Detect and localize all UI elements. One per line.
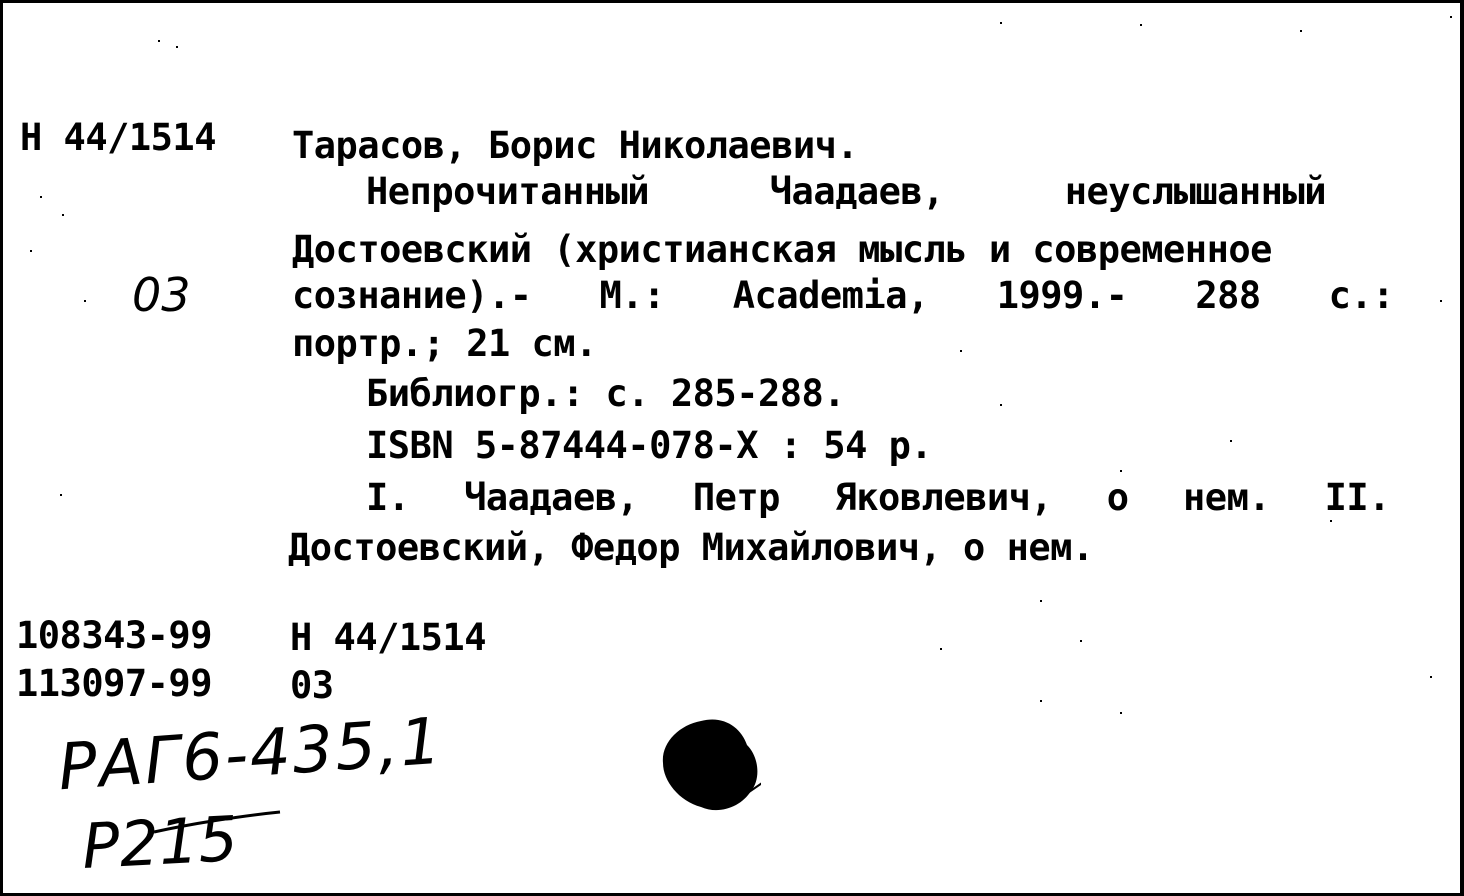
scan-speck [1440,300,1442,302]
scan-speck [1230,440,1232,442]
scan-speck [1000,22,1002,24]
title-line-3 [292,274,1394,318]
isbn-line: ISBN 5-87444-078-X : 54 р. [366,424,933,467]
card-border-right [1460,0,1464,896]
inventory-number: 113097-99 [16,662,212,705]
handwritten-location-mark: 03 [132,268,191,322]
title-line-2: Достоевский (христианская мысль и современное [292,228,1272,271]
subjects-line-2: Достоевский, Федор Михайлович, о нем. [288,526,1094,569]
scan-speck [960,350,962,352]
subject-word: Петр [692,476,780,519]
title-word: неуслышанный [1064,170,1326,213]
title-word: с.: [1328,274,1394,317]
scan-speck [1040,600,1042,602]
scan-speck [1140,24,1142,26]
scan-speck [176,46,178,48]
author-heading: Тарасов, Борис Николаевич. [292,124,859,167]
subject-word: нем. [1183,476,1271,519]
subject-word: Чаадаев, [464,476,639,519]
scan-speck [30,250,32,252]
bibliography-note: Библиогр.: с. 285-288. [366,372,846,415]
title-word: М.: [599,274,665,317]
card-border-left [0,0,3,896]
scan-speck [1300,30,1302,32]
subject-word: о [1106,476,1129,519]
shelfmark: Н 44/1514 [20,116,216,159]
scan-speck [62,214,64,216]
subjects-line-1 [366,476,1390,520]
title-word: 288 [1195,274,1261,317]
handwritten-sub-code: Р215 [80,801,240,884]
scan-speck [1330,520,1332,522]
scan-speck [40,196,42,198]
title-word: Чаадаев, [769,170,944,213]
inventory-code: Н 44/1514 [290,616,486,659]
title-line-4: портр.; 21 см. [292,322,597,365]
scan-speck [940,648,942,650]
title-word: сознание).- [292,274,532,317]
subject-word: I. [366,476,410,519]
subject-word: Яковлевич, [834,476,1053,519]
title-word: Academia, [732,274,929,317]
subject-word: II. [1324,476,1390,519]
scan-speck [1040,700,1042,702]
title-word: 1999.- [996,274,1128,317]
card-border-top [0,0,1464,3]
scan-speck [1080,640,1082,642]
title-line-1 [366,170,1326,214]
scan-speck [84,300,86,302]
scan-speck [1120,712,1122,714]
handwritten-stroke [150,808,290,838]
inventory-code: 03 [290,664,334,707]
title-word: Непрочитанный [366,170,650,213]
scan-speck [1430,676,1432,678]
scan-speck [1450,16,1452,18]
handwritten-shelf-code: РАГ6-435,1 [55,704,446,806]
scan-speck [158,40,160,42]
ink-blot [661,717,761,813]
scan-speck [1000,404,1002,406]
inventory-number: 108343-99 [16,614,212,657]
scan-speck [1120,470,1122,472]
scan-speck [60,494,62,496]
